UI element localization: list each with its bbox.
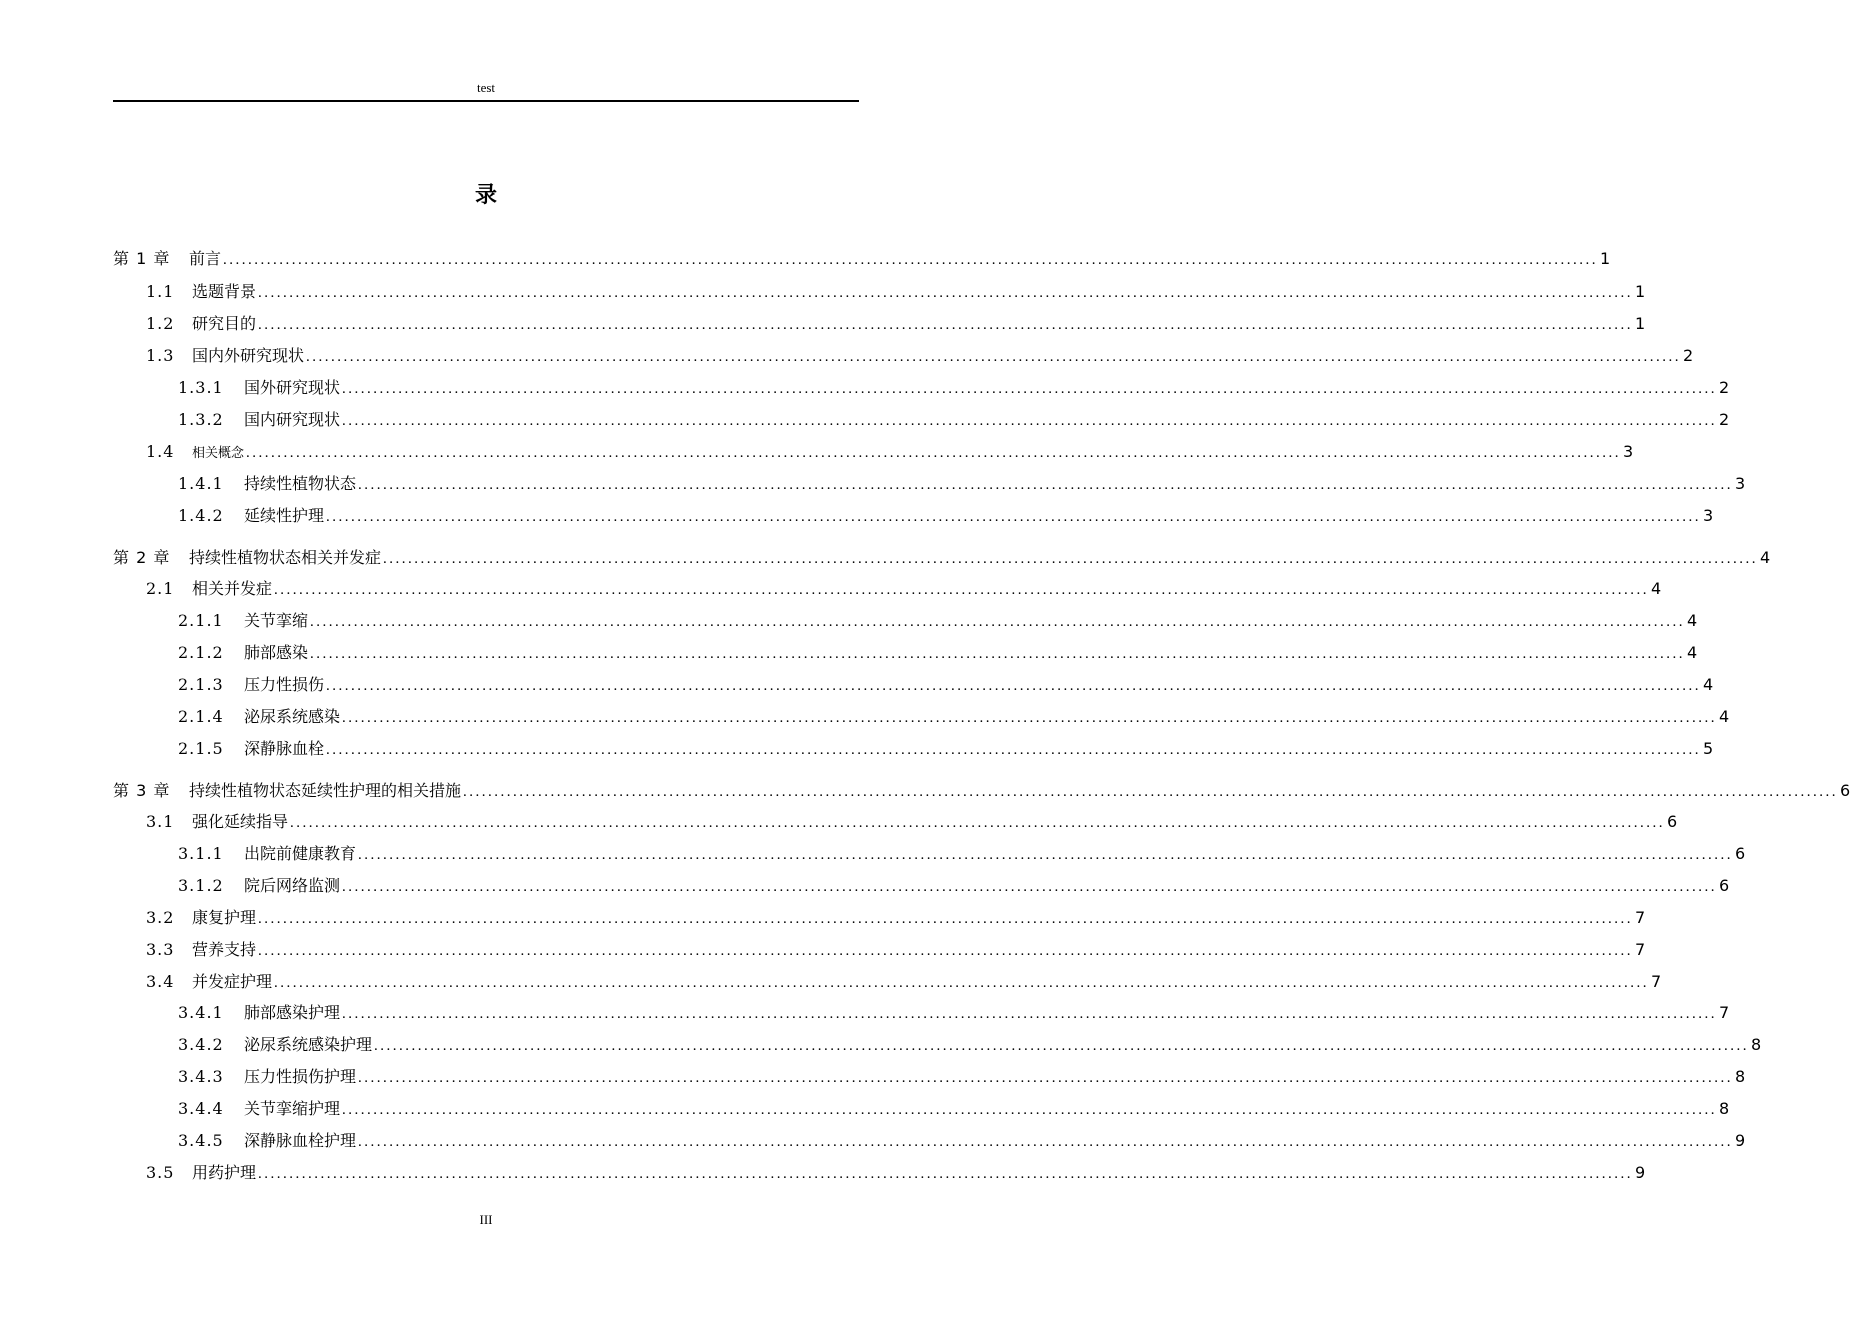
- toc-entry-label: 延续性护理: [244, 506, 325, 525]
- toc-entry[interactable]: [178, 1129, 1746, 1153]
- toc-entry-label: 相关概念: [192, 446, 245, 461]
- toc-entry-page-number: 8: [1735, 1067, 1746, 1086]
- toc-dot-leader: ............................................................................................................................................................................................................................: [306, 349, 1682, 365]
- toc-dot-leader: ............................................................................................................................................................................................................................: [358, 1070, 1734, 1086]
- toc-dot-leader: ............................................................................................................................................................................................................................: [274, 582, 1650, 598]
- toc-entry-label: 用药护理: [192, 1163, 257, 1182]
- toc-entry[interactable]: [146, 344, 1694, 368]
- toc-entry-label: 相关并发症: [192, 579, 273, 598]
- toc-entry-number: 2.1.4: [178, 707, 224, 726]
- toc-entry[interactable]: [178, 472, 1746, 496]
- toc-entry-number: 1.3.2: [178, 410, 224, 429]
- toc-entry[interactable]: [178, 1065, 1746, 1089]
- toc-entry-label: 深静脉血栓护理: [244, 1131, 357, 1150]
- toc-dot-leader: ............................................................................................................................................................................................................................: [258, 911, 1634, 927]
- toc-entry-label: 国外研究现状: [244, 378, 341, 397]
- toc-entry-number: 1.3.1: [178, 378, 224, 397]
- toc-entry[interactable]: [178, 737, 1714, 761]
- toc-entry-page-number: 8: [1719, 1099, 1730, 1118]
- toc-entry-number: 1.3: [146, 346, 175, 365]
- toc-entry-label: 压力性损伤护理: [244, 1067, 357, 1086]
- toc-entry[interactable]: [178, 408, 1730, 432]
- toc-entry-number: 2.1.2: [178, 643, 224, 662]
- toc-entry-label: 国内研究现状: [244, 410, 341, 429]
- toc-entry-page-number: 6: [1719, 876, 1730, 895]
- toc-entry[interactable]: [146, 970, 1662, 994]
- toc-entry-page-number: 4: [1703, 675, 1714, 694]
- toc-entry-number: 2.1.5: [178, 739, 224, 758]
- toc-entry[interactable]: [178, 504, 1714, 528]
- toc-entry-number: 1.4.1: [178, 474, 224, 493]
- toc-entry-page-number: 3: [1735, 474, 1746, 493]
- toc-entry-page-number: 1: [1635, 282, 1646, 301]
- toc-entry-page-number: 3: [1623, 442, 1634, 461]
- toc-dot-leader: ............................................................................................................................................................................................................................: [290, 815, 1666, 831]
- toc-entry-number: 3.4.1: [178, 1003, 224, 1022]
- toc-entry-label: 研究目的: [192, 314, 257, 333]
- toc-entry-number: 1.1: [146, 282, 175, 301]
- toc-entry[interactable]: [146, 280, 1646, 304]
- toc-entry-label: 持续性植物状态相关并发症: [189, 548, 382, 567]
- toc-entry-page-number: 2: [1719, 378, 1730, 397]
- toc-entry-number: 3.4.2: [178, 1035, 224, 1054]
- toc-entry-number: 3.1.1: [178, 844, 224, 863]
- toc-entry[interactable]: [146, 938, 1646, 962]
- toc-dot-leader: ............................................................................................................................................................................................................................: [342, 381, 1718, 397]
- toc-dot-leader: ............................................................................................................................................................................................................................: [258, 317, 1634, 333]
- toc-dot-leader: ............................................................................................................................................................................................................................: [310, 614, 1686, 630]
- toc-entry-label: 深静脉血栓: [244, 739, 325, 758]
- toc-entry-label: 肺部感染护理: [244, 1003, 341, 1022]
- toc-dot-leader: ............................................................................................................................................................................................................................: [258, 285, 1634, 301]
- toc-entry[interactable]: [178, 1033, 1762, 1057]
- toc-dot-leader: ............................................................................................................................................................................................................................: [358, 847, 1734, 863]
- toc-dot-leader: ............................................................................................................................................................................................................................: [463, 784, 1839, 800]
- toc-dot-leader: ............................................................................................................................................................................................................................: [326, 742, 1702, 758]
- toc-entry-label: 强化延续指导: [192, 812, 289, 831]
- toc-entry[interactable]: [178, 376, 1730, 400]
- toc-dot-leader: ............................................................................................................................................................................................................................: [342, 413, 1718, 429]
- toc-entry-page-number: 4: [1687, 611, 1698, 630]
- toc-entry-label: 泌尿系统感染: [244, 707, 341, 726]
- toc-entry[interactable]: [146, 577, 1662, 601]
- toc-entry-number: 3.3: [146, 940, 175, 959]
- toc-dot-leader: ............................................................................................................................................................................................................................: [258, 943, 1634, 959]
- toc-entry-number: 2.1.1: [178, 611, 224, 630]
- toc-entry-label: 出院前健康教育: [244, 844, 357, 863]
- toc-entry-label: 压力性损伤: [244, 675, 325, 694]
- toc-entry-number: 3.4: [146, 972, 175, 991]
- toc-dot-leader: ............................................................................................................................................................................................................................: [310, 646, 1686, 662]
- toc-dot-leader: ............................................................................................................................................................................................................................: [383, 551, 1759, 567]
- toc-entry[interactable]: [146, 1161, 1646, 1185]
- toc-entry-number: 1.4: [146, 442, 175, 461]
- toc-entry-label: 持续性植物状态: [244, 474, 357, 493]
- toc-entry-number: 3.4.5: [178, 1131, 224, 1150]
- toc-entry-page-number: 3: [1703, 506, 1714, 525]
- toc-entry-label: 前言: [189, 249, 222, 268]
- toc-entry-number: 3.2: [146, 908, 175, 927]
- toc-entry-label: 选题背景: [192, 282, 257, 301]
- toc-entry-page-number: 4: [1760, 548, 1771, 567]
- toc-entry[interactable]: [178, 609, 1698, 633]
- toc-entry-number: 3.1.2: [178, 876, 224, 895]
- toc-entry-number: 2.1: [146, 579, 175, 598]
- toc-entry[interactable]: [178, 705, 1730, 729]
- toc-dot-leader: ............................................................................................................................................................................................................................: [342, 879, 1718, 895]
- toc-dot-leader: ............................................................................................................................................................................................................................: [326, 678, 1702, 694]
- toc-dot-leader: ............................................................................................................................................................................................................................: [342, 710, 1718, 726]
- toc-dot-leader: ............................................................................................................................................................................................................................: [342, 1006, 1718, 1022]
- toc-entry-label: 泌尿系统感染护理: [244, 1035, 373, 1054]
- toc-entry-page-number: 2: [1719, 410, 1730, 429]
- toc-entry-label: 关节挛缩: [244, 611, 309, 630]
- toc-entry-page-number: 4: [1719, 707, 1730, 726]
- toc-entry-page-number: 1: [1600, 249, 1611, 268]
- toc-entry[interactable]: [178, 641, 1698, 665]
- toc-entry-page-number: 2: [1683, 346, 1694, 365]
- toc-entry[interactable]: [178, 1097, 1730, 1121]
- toc-entry[interactable]: [178, 673, 1714, 697]
- toc-dot-leader: ............................................................................................................................................................................................................................: [326, 509, 1702, 525]
- toc-entry-page-number: 7: [1635, 940, 1646, 959]
- toc-dot-leader: ............................................................................................................................................................................................................................: [258, 1166, 1634, 1182]
- toc-entry-page-number: 6: [1840, 781, 1850, 800]
- toc-entry-number: 第 3 章: [113, 781, 171, 800]
- toc-entry-page-number: 4: [1651, 579, 1662, 598]
- toc-dot-leader: ............................................................................................................................................................................................................................: [246, 445, 1622, 461]
- toc-entry[interactable]: [113, 546, 1771, 570]
- toc-entry-page-number: 7: [1651, 972, 1662, 991]
- toc-entry-label: 国内外研究现状: [192, 346, 305, 365]
- toc-entry-label: 康复护理: [192, 908, 257, 927]
- toc-entry-page-number: 6: [1667, 812, 1678, 831]
- toc-entry-label: 持续性植物状态延续性护理的相关措施: [189, 781, 462, 800]
- toc-entry-page-number: 4: [1687, 643, 1698, 662]
- toc-entry-label: 营养支持: [192, 940, 257, 959]
- toc-entry[interactable]: [146, 440, 1634, 464]
- toc-entry-number: 3.4.4: [178, 1099, 224, 1118]
- toc-dot-leader: ............................................................................................................................................................................................................................: [358, 477, 1734, 493]
- toc-entry-page-number: 9: [1635, 1163, 1646, 1182]
- toc-entry[interactable]: [146, 810, 1678, 834]
- toc-entry-label: 肺部感染: [244, 643, 309, 662]
- toc-entry-number: 3.1: [146, 812, 175, 831]
- toc-entry-number: 3.5: [146, 1163, 175, 1182]
- toc-entry-label: 关节挛缩护理: [244, 1099, 341, 1118]
- toc-dot-leader: ............................................................................................................................................................................................................................: [223, 252, 1599, 268]
- toc-entry-page-number: 1: [1635, 314, 1646, 333]
- toc-entry[interactable]: [178, 842, 1746, 866]
- header-text: test: [476, 80, 496, 95]
- toc-entry[interactable]: [113, 247, 1611, 271]
- toc-entry-page-number: 9: [1735, 1131, 1746, 1150]
- toc-entry-page-number: 6: [1735, 844, 1746, 863]
- toc-dot-leader: ............................................................................................................................................................................................................................: [374, 1038, 1750, 1054]
- toc-dot-leader: ............................................................................................................................................................................................................................: [274, 975, 1650, 991]
- toc-entry[interactable]: [113, 779, 1850, 803]
- toc-entry[interactable]: [178, 1001, 1730, 1025]
- toc-entry-number: 第 1 章: [113, 249, 171, 268]
- footer-page-number: III: [479, 1212, 493, 1227]
- toc-entry-page-number: 7: [1719, 1003, 1730, 1022]
- toc-entry-label: 院后网络监测: [244, 876, 341, 895]
- toc-entry-label: 并发症护理: [192, 972, 273, 991]
- toc-entry-number: 3.4.3: [178, 1067, 224, 1086]
- toc-entry-number: 2.1.3: [178, 675, 224, 694]
- toc-entry[interactable]: [146, 312, 1646, 336]
- toc-entry[interactable]: [178, 874, 1730, 898]
- toc-entry-number: 第 2 章: [113, 548, 171, 567]
- toc-entry-number: 1.4.2: [178, 506, 224, 525]
- toc-title: 录: [474, 183, 497, 208]
- toc-entry-number: 1.2: [146, 314, 175, 333]
- toc-entry[interactable]: [146, 906, 1646, 930]
- toc-entry-page-number: 7: [1635, 908, 1646, 927]
- toc-entry-page-number: 8: [1751, 1035, 1762, 1054]
- toc-dot-leader: ............................................................................................................................................................................................................................: [342, 1102, 1718, 1118]
- toc-dot-leader: ............................................................................................................................................................................................................................: [358, 1134, 1734, 1150]
- toc-entry-page-number: 5: [1703, 739, 1714, 758]
